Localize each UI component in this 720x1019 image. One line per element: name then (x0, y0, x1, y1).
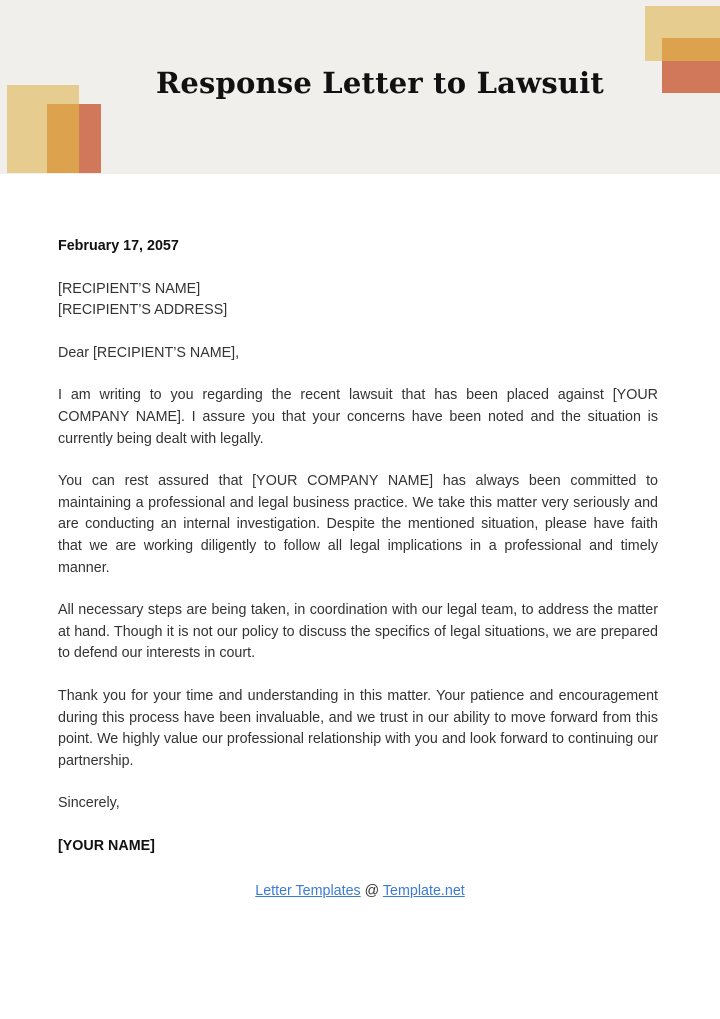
decor-orange-block-left (47, 104, 79, 173)
signature: [YOUR NAME] (58, 837, 155, 854)
body-paragraph-2: You can rest assured that [YOUR COMPANY NAME] has always been committed to maintaining a professional and legal business practice. We take this matter very seriously and are conducting an internal investigation. Despite the mentioned situation, please have faith that we are working diligently to follow all legal implications in a professional and timely manner. (58, 473, 658, 576)
body-paragraph-3: All necessary steps are being taken, in coordination with our legal team, to address the matter at hand. Though it is not our policy to discuss the specifics of legal situations, we are prepared to defend our interests in court. (58, 602, 658, 662)
closing: Sincerely, (58, 795, 120, 812)
footer-credit (0, 883, 720, 899)
letter-date: February 17, 2057 (58, 238, 179, 254)
letter-templates-link[interactable]: Letter Templates (255, 883, 361, 899)
footer-separator: @ (360, 883, 383, 899)
recipient-address: [RECIPIENT’S ADDRESS] (58, 302, 228, 319)
header-banner (0, 0, 720, 174)
salutation: Dear [RECIPIENT’S NAME], (58, 344, 240, 361)
body-paragraph-4: Thank you for your time and understanding in this matter. Your patience and encouragement during this process have been invaluable, and we trust in our ability to move forward from this point. We highly value our professional relationship with you and look forward to continuing our partnership. (58, 687, 658, 769)
letter-body (58, 236, 658, 857)
body-paragraph-1: I am writing to you regarding the recent lawsuit that has been placed against [YOUR COMPANY NAME]. I assure you that your concerns have been noted and the situation is currently being dealt with legally. (58, 387, 658, 447)
decor-orange-block-right (662, 38, 720, 61)
recipient-block (58, 279, 658, 322)
recipient-name: [RECIPIENT’S NAME] (58, 280, 201, 297)
template-net-link[interactable]: Template.net (382, 883, 465, 899)
document-title: Response Letter to Lawsuit (156, 66, 604, 100)
